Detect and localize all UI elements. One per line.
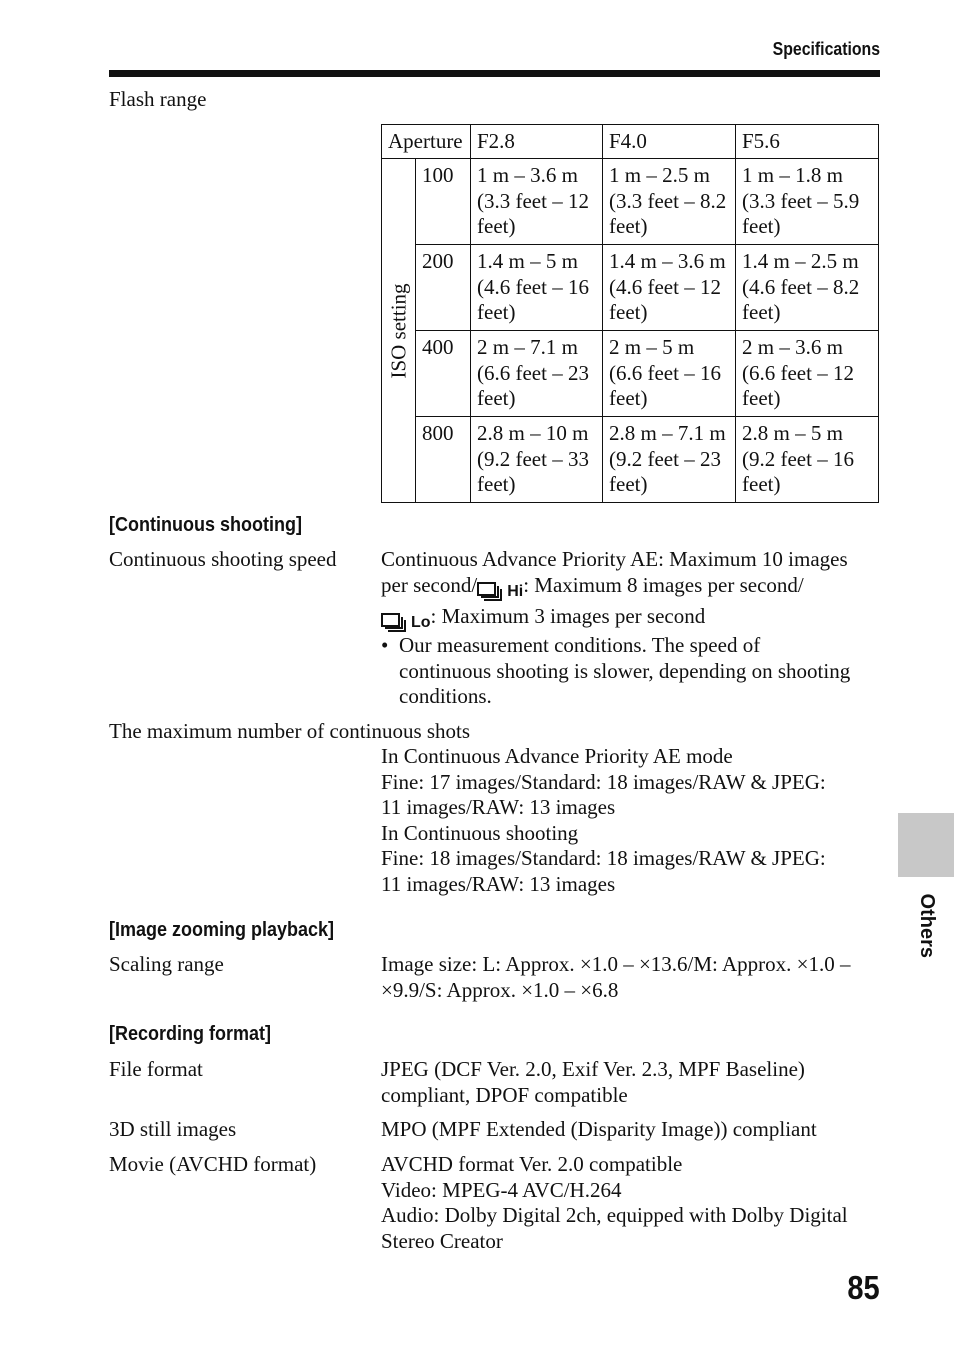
flash-range-label: Flash range bbox=[109, 87, 207, 111]
lo-label: Lo bbox=[411, 614, 431, 631]
table-row bbox=[382, 417, 879, 503]
max-shots-line: 11 images/RAW: 13 images bbox=[381, 795, 616, 819]
table-row bbox=[382, 331, 879, 417]
still-3d-value: MPO (MPF Extended (Disparity Image)) compliant bbox=[381, 1117, 817, 1141]
header-rule bbox=[109, 70, 880, 77]
continuous-speed-value bbox=[381, 547, 878, 636]
speed-line bbox=[381, 604, 878, 636]
table-header-cell: F4.0 bbox=[603, 125, 736, 159]
continuous-lo-icon bbox=[381, 608, 431, 636]
hi-label: Hi bbox=[507, 582, 524, 600]
max-shots-line: In Continuous Advance Priority AE mode bbox=[381, 744, 733, 768]
page-number: 85 bbox=[847, 1269, 880, 1306]
side-tab-label: Others bbox=[915, 893, 938, 958]
speed-text: : Maximum 3 images per second bbox=[430, 604, 706, 628]
iso-value-cell: 400 bbox=[416, 331, 471, 417]
note-text bbox=[399, 633, 850, 710]
recording-format-heading: [Recording format] bbox=[109, 1023, 271, 1045]
table-header-cell: F2.8 bbox=[471, 125, 603, 159]
iso-setting-label: ISO setting bbox=[385, 282, 410, 379]
note-line: conditions. bbox=[399, 684, 492, 708]
max-shots-line: In Continuous shooting bbox=[381, 820, 579, 845]
movie-format-label: Movie (AVCHD format) bbox=[109, 1152, 317, 1176]
table-cell: 2.8 m – 5 m (9.2 feet – 16 feet) bbox=[736, 417, 879, 503]
section-title: Specifications bbox=[772, 39, 880, 59]
iso-value-cell: 200 bbox=[416, 245, 471, 331]
speed-line: Continuous Advance Priority AE: Maximum 10 images bbox=[381, 547, 848, 571]
scaling-range-label: Scaling range bbox=[109, 952, 224, 976]
movie-line: Stereo Creator bbox=[381, 1228, 503, 1253]
image-zooming-heading: [Image zooming playback] bbox=[109, 919, 335, 941]
table-header-row bbox=[382, 125, 879, 159]
iso-value-cell: 800 bbox=[416, 417, 471, 503]
speed-text: per second/ bbox=[381, 572, 478, 597]
table-row bbox=[382, 245, 879, 331]
continuous-speed-label: Continuous shooting speed bbox=[109, 547, 337, 571]
file-format-value bbox=[381, 1057, 878, 1108]
note-line: continuous shooting is slower, depending on shooting bbox=[399, 658, 851, 683]
table-cell: 2 m – 5 m (6.6 feet – 16 feet) bbox=[603, 331, 736, 417]
table-row bbox=[382, 159, 879, 245]
continuous-shooting-heading: [Continuous shooting] bbox=[109, 514, 302, 536]
file-format-label: File format bbox=[109, 1057, 203, 1081]
file-format-line: JPEG (DCF Ver. 2.0, Exif Ver. 2.3, MPF Baseline) bbox=[381, 1057, 805, 1081]
max-shots-line: 11 images/RAW: 13 images bbox=[381, 871, 616, 896]
max-shots-line: Fine: 18 images/Standard: 18 images/RAW & JPEG: bbox=[381, 846, 826, 870]
max-shots-value bbox=[381, 744, 878, 897]
movie-line: Audio: Dolby Digital 2ch, equipped with Dolby Digital bbox=[381, 1203, 848, 1227]
table-cell: 1 m – 1.8 m (3.3 feet – 5.9 feet) bbox=[736, 159, 879, 245]
table-cell: 1.4 m – 3.6 m (4.6 feet – 12 feet) bbox=[603, 245, 736, 331]
flash-range-table bbox=[381, 124, 879, 503]
table-header-cell: F5.6 bbox=[736, 125, 879, 159]
table-cell: 2 m – 3.6 m (6.6 feet – 12 feet) bbox=[736, 331, 879, 417]
table-cell: 2.8 m – 7.1 m (9.2 feet – 23 feet) bbox=[603, 417, 736, 503]
table-header-cell: Aperture bbox=[382, 125, 471, 159]
max-shots-label: The maximum number of continuous shots bbox=[109, 719, 471, 743]
bullet-dot: • bbox=[381, 633, 389, 657]
iso-setting-cell bbox=[382, 159, 416, 503]
table-cell: 2.8 m – 10 m (9.2 feet – 33 feet) bbox=[471, 417, 603, 503]
movie-line: Video: MPEG-4 AVC/H.264 bbox=[381, 1177, 622, 1202]
side-tab-marker bbox=[898, 813, 954, 877]
movie-line: AVCHD format Ver. 2.0 compatible bbox=[381, 1152, 683, 1176]
table-cell: 1 m – 2.5 m (3.3 feet – 8.2 feet) bbox=[603, 159, 736, 245]
movie-format-value bbox=[381, 1152, 878, 1254]
max-shots-line: Fine: 17 images/Standard: 18 images/RAW & JPEG: bbox=[381, 769, 826, 794]
table-cell: 1 m – 3.6 m (3.3 feet – 12 feet) bbox=[471, 159, 603, 245]
still-3d-label: 3D still images bbox=[109, 1117, 237, 1141]
table-cell: 2 m – 7.1 m (6.6 feet – 23 feet) bbox=[471, 331, 603, 417]
scaling-line: Image size: L: Approx. ×1.0 – ×13.6/M: Approx. ×1.0 – bbox=[381, 952, 851, 976]
scaling-line: ×9.9/S: Approx. ×1.0 – ×6.8 bbox=[381, 977, 619, 1002]
note-line: Our measurement conditions. The speed of bbox=[399, 633, 761, 657]
measurement-note bbox=[381, 633, 878, 710]
speed-line bbox=[381, 573, 878, 605]
table-cell: 1.4 m – 5 m (4.6 feet – 16 feet) bbox=[471, 245, 603, 331]
scaling-range-value bbox=[381, 952, 878, 1003]
table-cell: 1.4 m – 2.5 m (4.6 feet – 8.2 feet) bbox=[736, 245, 879, 331]
speed-text: : Maximum 8 images per second/ bbox=[523, 572, 804, 597]
continuous-hi-icon bbox=[477, 577, 523, 605]
iso-value-cell: 100 bbox=[416, 159, 471, 245]
file-format-line: compliant, DPOF compatible bbox=[381, 1082, 628, 1107]
